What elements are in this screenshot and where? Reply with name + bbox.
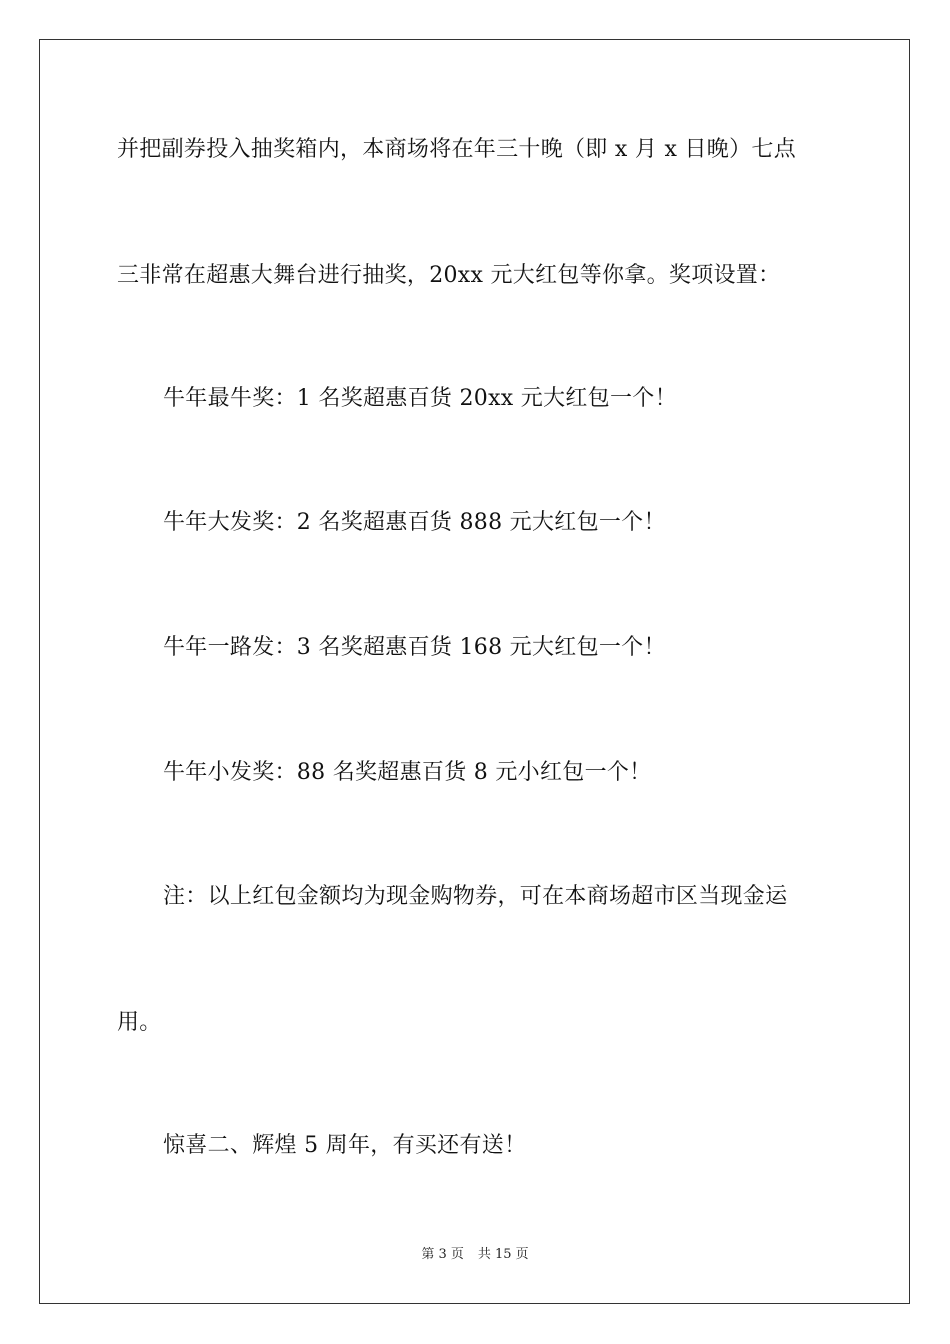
prize-line: 牛年小发奖：88 名奖超惠百货 8 元小红包一个！ [163,760,652,785]
section-heading: 惊喜二、辉煌 5 周年，有买还有送！ [163,1133,527,1158]
note-line: 注：以上红包金额均为现金购物券，可在本商场超市区当现金运 [163,884,788,909]
page-total: 共 15 页 [477,1247,529,1262]
page-footer [0,1246,950,1264]
prize-line: 牛年大发奖：2 名奖超惠百货 888 元大红包一个！ [163,510,666,535]
prize-line: 牛年最牛奖：1 名奖超惠百货 20xx 元大红包一个！ [163,386,677,411]
page-border [39,39,910,1304]
page-number: 第 3 页 [421,1247,464,1262]
prize-line: 牛年一路发：3 名奖超惠百货 168 元大红包一个！ [163,635,666,660]
paragraph-line: 并把副券投入抽奖箱内，本商场将在年三十晚（即 x 月 x 日晚）七点 [117,137,796,162]
note-line: 用。 [117,1010,162,1035]
paragraph-line: 三非常在超惠大舞台进行抽奖，20xx 元大红包等你拿。奖项设置： [117,263,781,288]
